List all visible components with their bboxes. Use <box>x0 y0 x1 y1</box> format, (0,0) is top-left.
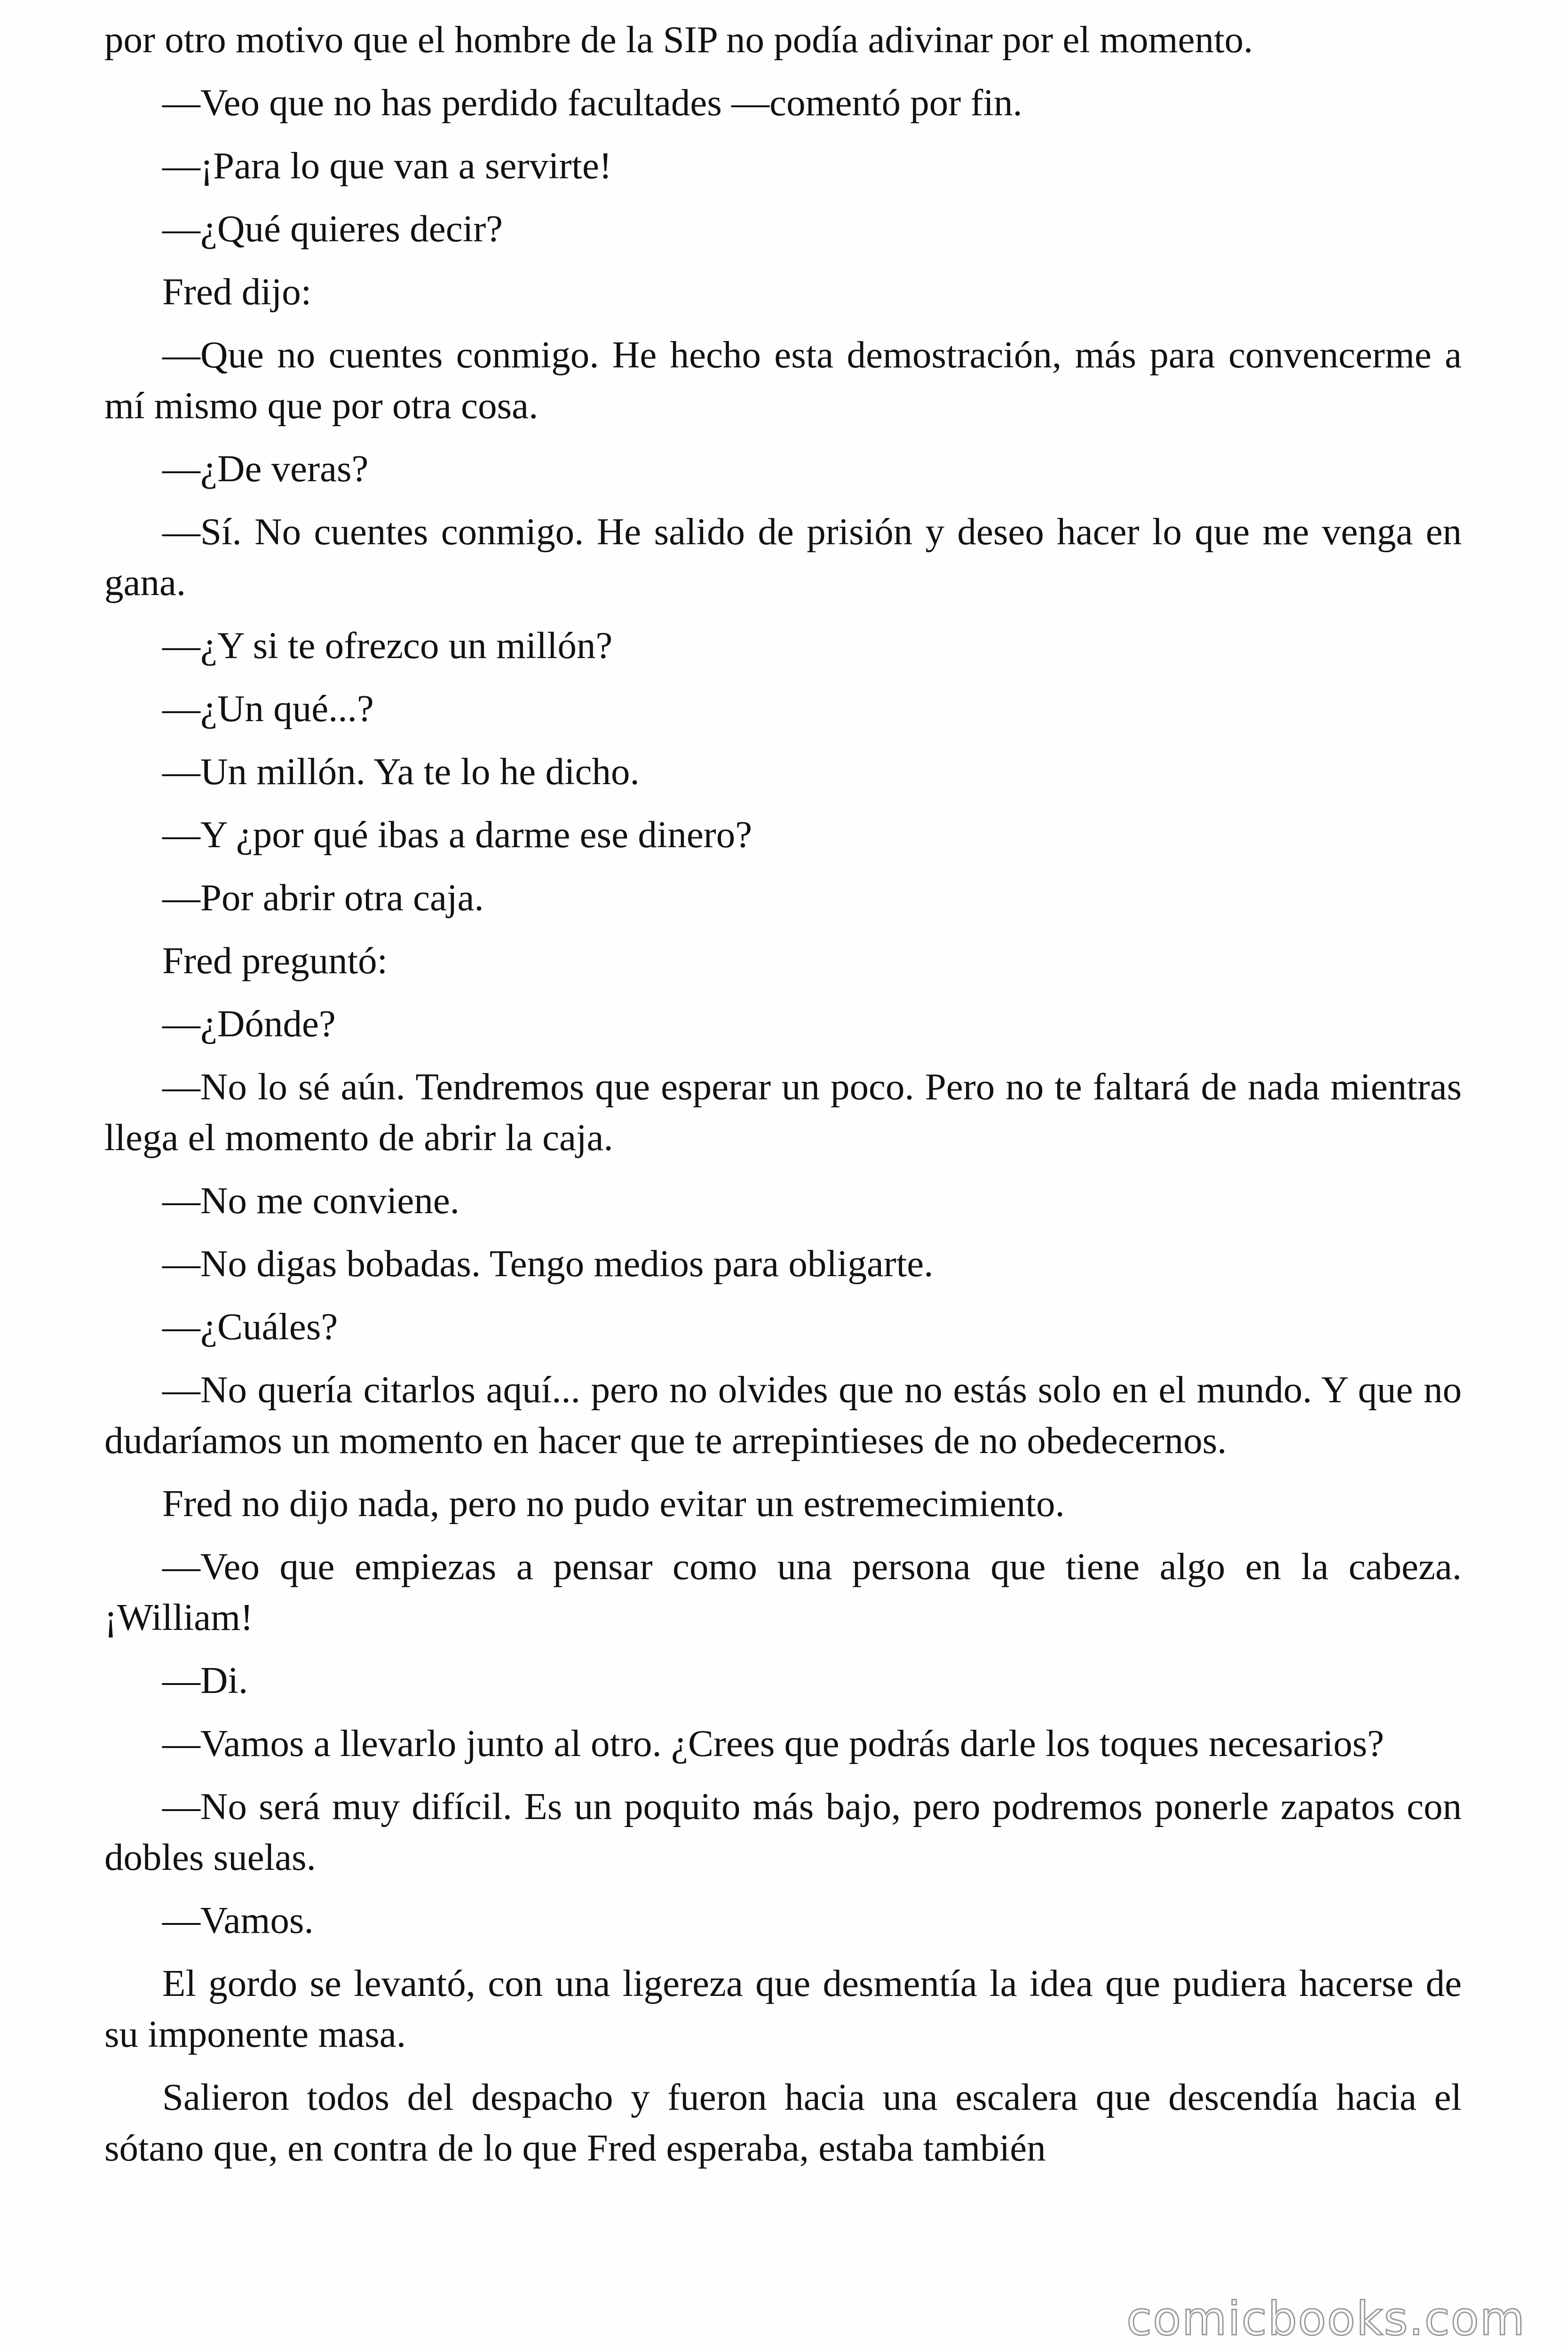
paragraph: —No me conviene. <box>162 1179 460 1222</box>
paragraph: —No lo sé aún. Tendremos que esperar un poco. Pero no te faltará de nada mientras llega el momento de abrir la caja. <box>104 1065 1462 1159</box>
page-text-body <box>104 14 1462 2185</box>
paragraph: El gordo se levantó, con una ligereza que desmentía la idea que pudiera hacerse de su imponente masa. <box>104 1962 1462 2055</box>
paragraph: —¿Qué quieres decir? <box>162 207 503 250</box>
paragraph: —¡Para lo que van a servirte! <box>162 144 612 187</box>
paragraph: —Que no cuentes conmigo. He hecho esta demostración, más para convencerme a mí mismo que por otra cosa. <box>104 334 1462 427</box>
paragraph: —Y ¿por qué ibas a darme ese dinero? <box>162 813 752 856</box>
paragraph: Fred no dijo nada, pero no pudo evitar un estremecimiento. <box>162 1482 1065 1525</box>
paragraph: Fred dijo: <box>162 270 312 313</box>
watermark: comicbooks.com <box>1126 2292 1526 2346</box>
paragraph: —No digas bobadas. Tengo medios para obligarte. <box>162 1242 934 1285</box>
paragraph: —Di. <box>162 1659 248 1701</box>
paragraph: por otro motivo que el hombre de la SIP no podía adivinar por el momento. <box>104 18 1253 61</box>
paragraph: —¿Y si te ofrezco un millón? <box>162 624 613 667</box>
paragraph: —¿Dónde? <box>162 1002 336 1045</box>
paragraph: —Veo que no has perdido facultades —comentó por fin. <box>162 81 1022 124</box>
paragraph: —Vamos a llevarlo junto al otro. ¿Crees que podrás darle los toques necesarios? <box>162 1722 1384 1764</box>
paragraph: Salieron todos del despacho y fueron hacia una escalera que descendía hacia el sótano que, en contra de lo que Fred esperaba, estaba también <box>104 2076 1462 2169</box>
paragraph: —¿Un qué...? <box>162 687 374 730</box>
paragraph: —Por abrir otra caja. <box>162 876 484 919</box>
paragraph: —No será muy difícil. Es un poquito más bajo, pero podremos ponerle zapatos con dobles suelas. <box>104 1785 1462 1878</box>
paragraph: —Vamos. <box>162 1899 314 1941</box>
paragraph: Fred preguntó: <box>162 939 388 982</box>
paragraph: —Sí. No cuentes conmigo. He salido de prisión y deseo hacer lo que me venga en gana. <box>104 510 1462 604</box>
paragraph: —Veo que empiezas a pensar como una persona que tiene algo en la cabeza. ¡William! <box>104 1545 1462 1638</box>
paragraph: —No quería citarlos aquí... pero no olvides que no estás solo en el mundo. Y que no dudaríamos un momento en hacer que te arrepintieses de no obedecernos. <box>104 1368 1462 1462</box>
paragraph: —¿Cuáles? <box>162 1305 338 1348</box>
paragraph: —Un millón. Ya te lo he dicho. <box>162 750 640 793</box>
paragraph: —¿De veras? <box>162 447 369 490</box>
